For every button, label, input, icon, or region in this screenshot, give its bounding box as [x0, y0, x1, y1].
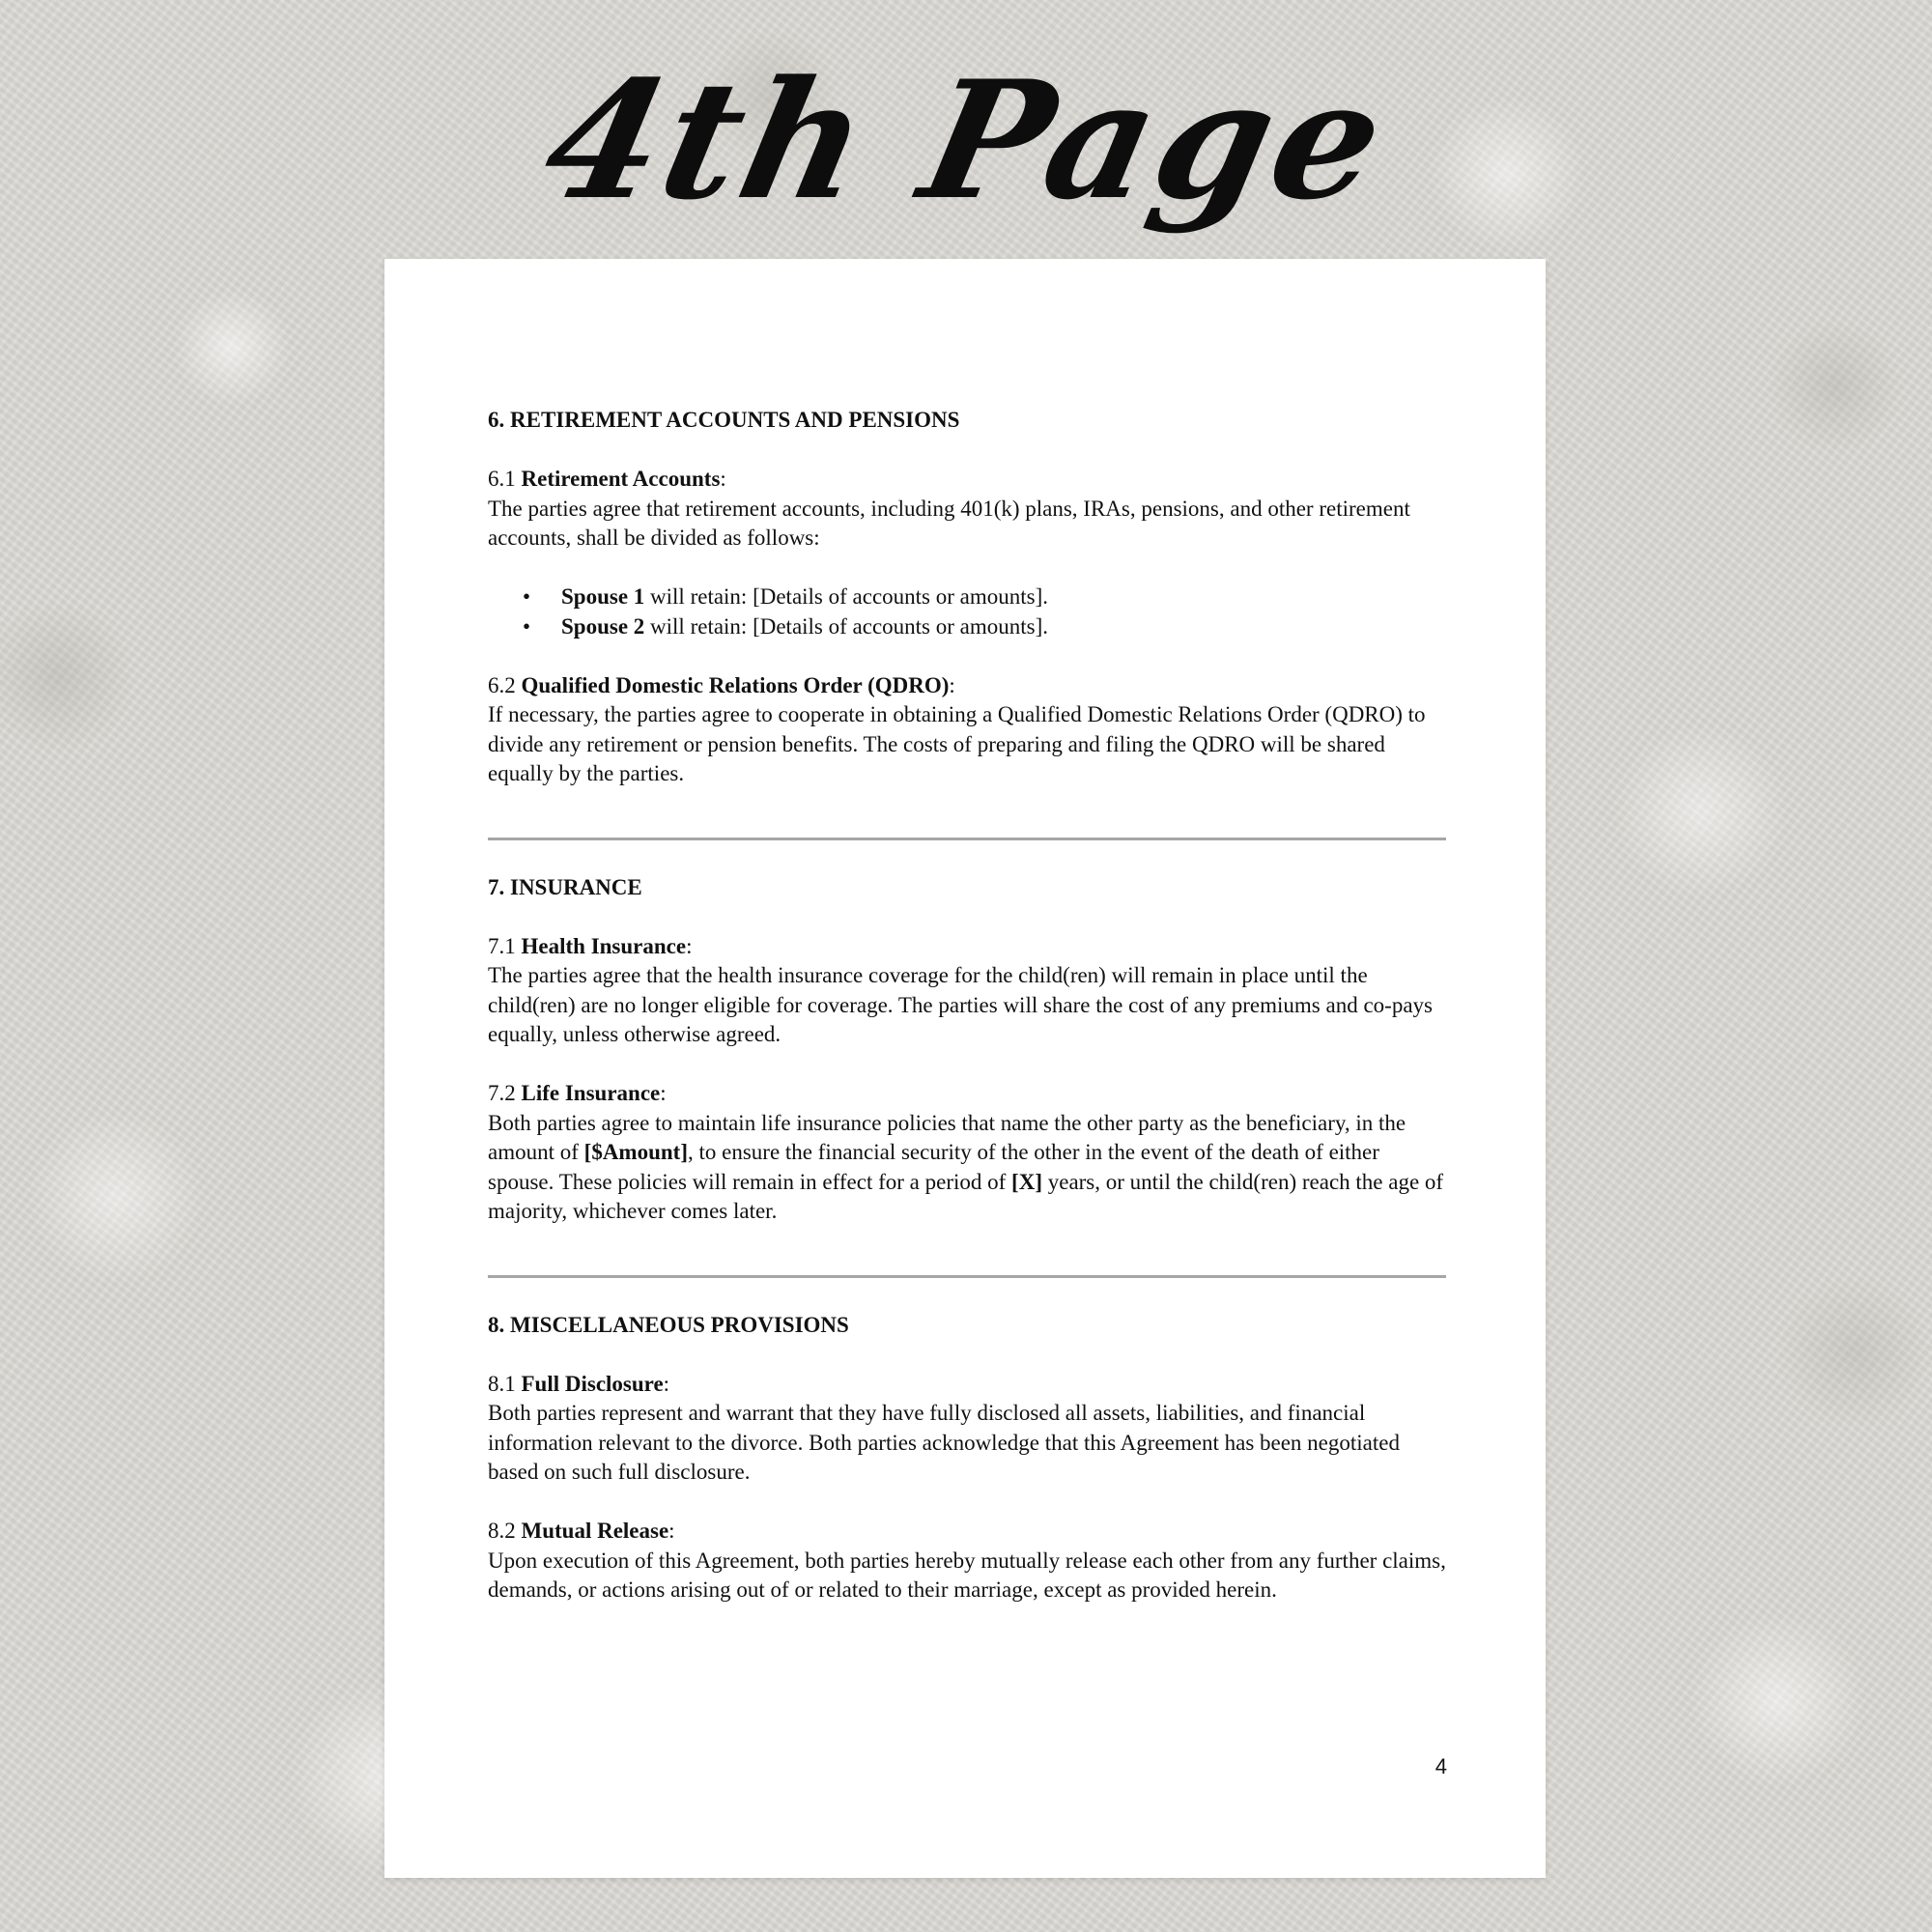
paragraph-retirement-accounts: The parties agree that retirement accounts, including 401(k) plans, IRAs, pensions, and other retirement accounts, shall be divided as follows:: [488, 496, 1410, 550]
subsection-number: 8.2: [488, 1519, 522, 1543]
subsection-number: 7.2: [488, 1081, 522, 1105]
section-divider: [488, 1275, 1446, 1278]
subsection-title: Health Insurance: [521, 933, 687, 958]
subsection-title: Qualified Domestic Relations Order (QDRO): [521, 672, 950, 697]
spouse-name: Spouse 1: [561, 584, 645, 609]
list-item-spouse-2: [523, 612, 1449, 642]
paragraph-life-insurance: [488, 1109, 1449, 1227]
section-heading-insurance: 7. INSURANCE: [488, 874, 642, 899]
subsection-heading-retirement-accounts: [488, 465, 1449, 495]
subsection-title: Mutual Release: [521, 1519, 669, 1543]
subsection-colon: :: [720, 467, 726, 491]
life-insurance-text-3: years, or until the child(ren) reach the age of majority, whichever comes later.: [488, 1169, 1444, 1223]
subsection-title: Full Disclosure: [521, 1371, 664, 1396]
list-item-spouse-1: [523, 582, 1449, 612]
section-heading-miscellaneous: 8. MISCELLANEOUS PROVISIONS: [488, 1312, 849, 1337]
page-number: 4: [1435, 1754, 1447, 1778]
banner-title: 4th Page: [528, 44, 1404, 236]
subsection-colon: :: [663, 1371, 670, 1396]
section-heading-retirement: 6. RETIREMENT ACCOUNTS AND PENSIONS: [488, 408, 960, 432]
subsection-colon: :: [668, 1519, 675, 1543]
subsection-colon: :: [686, 933, 693, 958]
subsection-title: Retirement Accounts: [521, 467, 721, 491]
document-content: [488, 406, 1449, 1634]
paragraph-health-insurance: The parties agree that the health insurance coverage for the child(ren) will remain in place until the child(ren) are no longer eligible for coverage. The parties will share the cost of any premiums and co-pays equally, unless otherwise agreed.: [488, 963, 1433, 1046]
paragraph-full-disclosure: Both parties represent and warrant that they have fully disclosed all assets, liabilities, and financial information relevant to the divorce. Both parties acknowledge that this Agreement has been negotiated based on such full disclosure.: [488, 1401, 1400, 1484]
paragraph-mutual-release: Upon execution of this Agreement, both parties hereby mutually release each other from any further claims, demands, or actions arising out of or related to their marriage, except as provided herein.: [488, 1548, 1446, 1602]
retention-text: will retain: [Details of accounts or amounts].: [644, 584, 1049, 609]
paragraph-qdro: If necessary, the parties agree to cooperate in obtaining a Qualified Domestic Relations Order (QDRO) to divide any retirement or pension benefits. The costs of preparing and filing the QDRO will be shared equally by the parties.: [488, 702, 1426, 785]
subsection-heading-full-disclosure: [488, 1370, 1449, 1400]
subsection-title: Life Insurance: [521, 1081, 661, 1105]
subsection-colon: :: [660, 1081, 667, 1105]
years-placeholder: [X]: [1011, 1169, 1042, 1194]
subsection-number: 6.2: [488, 672, 522, 697]
subsection-number: 7.1: [488, 933, 522, 958]
bullet-icon: •: [523, 584, 531, 609]
subsection-heading-health-insurance: [488, 932, 1449, 962]
life-insurance-text-2: , to ensure the financial security of the other in the event of the death of either spouse. These policies will remain in effect for a period of: [488, 1140, 1379, 1194]
retention-text: will retain: [Details of accounts or amounts].: [644, 613, 1049, 639]
subsection-heading-mutual-release: [488, 1517, 1449, 1547]
subsection-number: 6.1: [488, 467, 522, 491]
subsection-number: 8.1: [488, 1371, 522, 1396]
amount-placeholder: [$Amount]: [583, 1140, 688, 1164]
subsection-heading-qdro: [488, 671, 1449, 701]
subsection-heading-life-insurance: [488, 1079, 1449, 1109]
life-insurance-text-1: Both parties agree to maintain life insurance policies that name the other party as the beneficiary, in the amount of: [488, 1110, 1406, 1164]
spouse-name: Spouse 2: [561, 613, 645, 639]
document-page: [384, 259, 1546, 1878]
spouse-retention-list: [488, 582, 1449, 641]
bullet-icon: •: [523, 613, 531, 639]
subsection-colon: :: [949, 672, 955, 697]
page-banner: [0, 29, 1932, 251]
section-divider: [488, 838, 1446, 840]
